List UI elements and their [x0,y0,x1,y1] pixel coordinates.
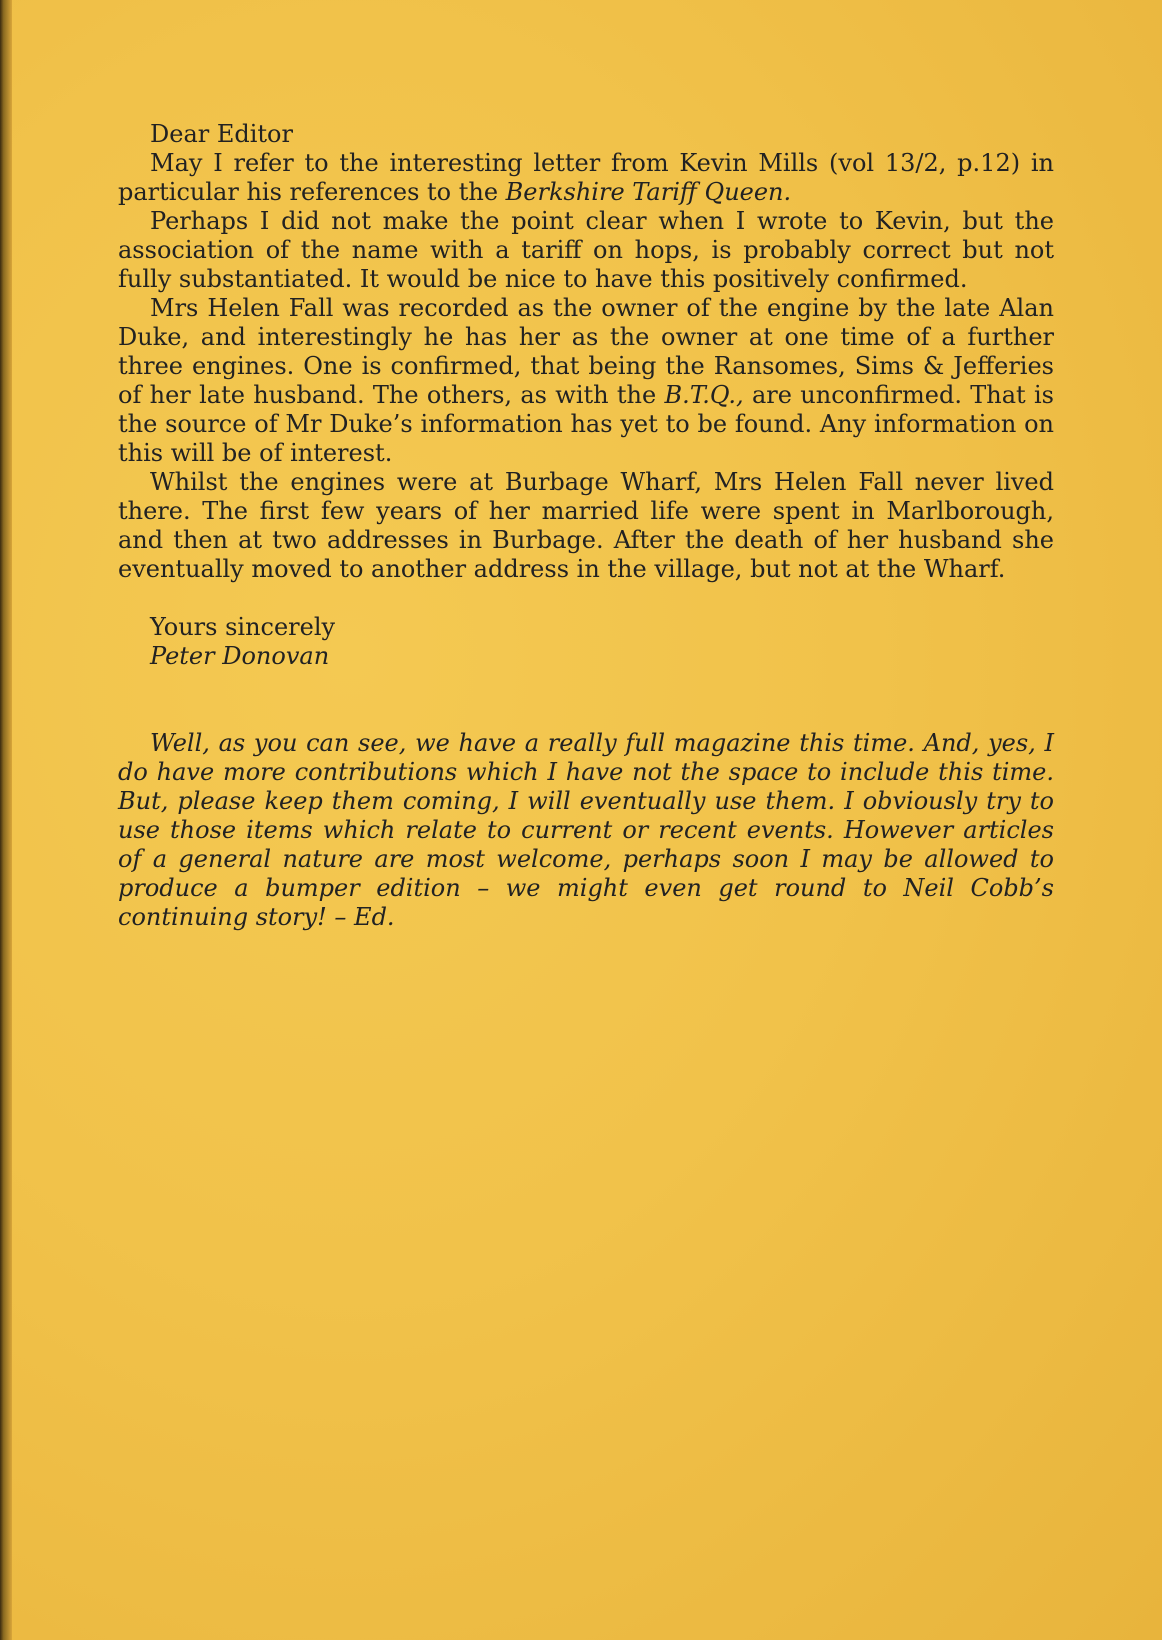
letter-salutation: Dear Editor [150,120,293,148]
letter-paragraph-1 [118,149,1054,207]
paragraph-1-text: May I refer to the interesting letter from Kevin Mills (vol 13/2, p.12) in particular his references to the [118,149,1054,206]
paragraph-3-tail: are unconfirmed. That is the source of Mr Duke’s information has yet to be found. Any information on this will be of interest. [118,381,1055,467]
page-spine [0,0,12,1640]
paragraph-1-title: Berkshire Tariff Queen. [505,178,792,206]
letter-paragraph-4: Whilst the engines were at Burbage Wharf, Mrs Helen Fall never lived there. The first few years of her married life were spent in Marlborough, and then at two addresses in Burbage. After the death of her husband she eventually moved to another address in the village, but not at the Wharf. [118,468,1054,583]
letter-paragraph-3 [118,294,1054,468]
letter-paragraph-2: Perhaps I did not make the point clear when I wrote to Kevin, but the association of the name with a tariff on hops, is probably correct but not fully substantiated. It would be nice to have this positively confirmed. [118,207,1054,293]
letter-signature: Peter Donovan [150,642,330,670]
editor-note: Well, as you can see, we have a really full magazine this time. And, yes, I do have more contributions which I have not the space to include this time. But, please keep them coming, I will eventually use them. I obviously try to use those items which relate to current or recent events. However articles of a general nature are most welcome, perhaps soon I may be allowed to produce a bumper edition – we might even get round to Neil Cobb’s continuing story! – Ed. [118,729,1054,931]
letter-closing [118,613,1054,671]
paragraph-3-title: B.T.Q., [664,381,744,409]
paragraph-3-text: Mrs Helen Fall was recorded as the owner of the engine by the late Alan Duke, and interestingly he has her as the owner at one time of a further three engines. One is confirmed, that being the Ransomes, Sims & Jefferies of her late husband. The others, as with the [118,294,1054,409]
closing-phrase: Yours sincerely [150,613,336,641]
letter-body [118,120,1054,956]
